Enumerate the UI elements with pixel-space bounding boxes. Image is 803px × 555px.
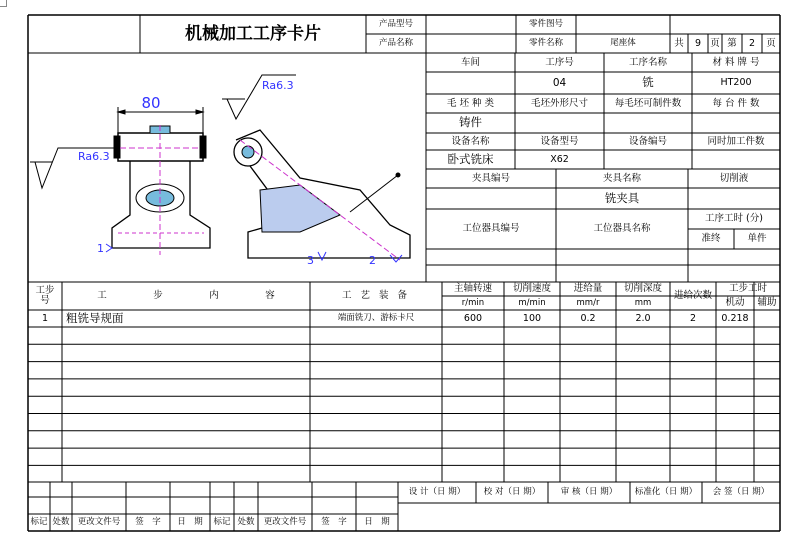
step-content-header-char: 容 [265,290,275,302]
cut-speed-header: 切削速度 [512,283,551,295]
step-no-header-text: 工步号 [35,285,55,306]
process-no-label: 工序号 [545,56,574,68]
page-unit-2: 页 [766,37,776,49]
step-row-feed: 0.2 [580,312,596,324]
total-pages: 9 [694,37,702,49]
step-row-depth: 2.0 [635,312,651,324]
station-no-label: 工位器具编号 [462,223,520,235]
fixture-name-label: 夹具名称 [602,172,641,184]
prep-time-label: 准终 [701,233,721,245]
cut-speed-unit: m/min [518,297,546,308]
unit-time-label: 单件 [747,233,767,245]
datum-2-label: 2 [369,254,376,267]
station-name-label: 工位器具名称 [593,223,651,235]
blank-size-label: 毛坯外形尺寸 [530,97,588,109]
blank-type-label: 毛 坯 种 类 [446,97,495,109]
step-no-header [28,282,62,310]
machine-time-header: 机动 [725,297,745,309]
step-content-header [62,282,310,310]
card-title: 机械加工工序卡片 [185,23,321,44]
proofread-label: 校 对（日 期） [483,487,541,498]
feed-unit: mm/r [576,297,600,308]
roughness-top-label: Ra6.3 [262,79,294,92]
review-label: 审 核（日 期） [560,487,618,498]
coolant-label: 切削液 [719,172,749,184]
step-row-content: 粗铣导规面 [66,310,124,325]
step-row-machine-time: 0.218 [721,312,749,324]
step-row-cut-speed: 100 [522,312,542,324]
fixture-name: 铣夹具 [604,190,640,205]
simultaneous-label: 同时加工件数 [707,135,765,147]
material-label: 材 料 牌 号 [712,56,760,68]
footer-date-label: 日 期 [177,517,203,528]
equip-model: X62 [550,153,569,165]
material: HT200 [720,77,752,89]
part-drawing-label: 零件图号 [528,19,563,30]
step-content-header-char: 步 [153,290,163,302]
blank-type: 铸件 [459,115,482,130]
step-row-speed: 600 [463,312,483,324]
countersign-label: 会 签（日 期） [712,487,770,498]
part-name-label: 零件名称 [528,38,563,49]
process-no: 04 [552,76,567,89]
step-content-header-char: 工 [97,290,107,302]
footer-count-label: 处数 [52,517,70,528]
total-label: 共 [674,37,684,49]
design-label: 设 计（日 期） [408,487,466,498]
depth-header: 切削深度 [623,283,662,295]
spindle-speed-unit: r/min [461,297,485,308]
footer-signature2-label: 签 字 [321,517,347,528]
aux-time-header: 辅助 [757,297,777,309]
depth-unit: mm [634,297,652,308]
footer-doc-label: 更改文件号 [77,517,121,528]
step-hours-header: 工步工时 [728,283,767,295]
per-unit-label: 每 台 件 数 [712,97,760,109]
standardization-label: 标准化（日 期） [634,487,698,498]
passes-header: 进给次数 [673,290,712,302]
equip-name-label: 设备名称 [451,135,490,147]
datum-3-label: 3 [307,254,314,267]
step-row-no: 1 [41,312,49,324]
blank-pieces-label: 每毛坯可制件数 [614,97,682,109]
page-number: 2 [748,37,756,49]
process-name-label: 工序名称 [628,56,667,68]
part-name: 尾座体 [610,38,636,49]
process-hours-label: 工序工时 (分) [705,213,763,225]
spindle-speed-header: 主轴转速 [453,283,492,295]
equipment-header: 工 艺 装 备 [341,290,411,302]
footer-date2-label: 日 期 [364,517,390,528]
footer-count2-label: 处数 [237,517,255,528]
workshop-label: 车间 [460,56,480,68]
footer-doc2-label: 更改文件号 [263,517,307,528]
fixture-no-label: 夹具编号 [471,172,510,184]
datum-1-label: 1 [97,242,104,255]
step-content-header-char: 内 [209,290,219,302]
equip-no-label: 设备编号 [628,135,667,147]
equip-model-label: 设备型号 [540,135,579,147]
product-model-label: 产品型号 [378,19,413,30]
process-name: 铣 [642,75,654,90]
dimension-80-label: 80 [141,94,161,112]
footer-signature-label: 签 字 [135,517,161,528]
step-row-equipment: 端面铣刀、游标卡尺 [337,313,415,324]
step-row-passes: 2 [689,312,697,324]
page-unit-1: 页 [710,37,720,49]
page-label: 第 [727,37,737,49]
equip-name: 卧式铣床 [447,151,494,166]
footer-mark2-label: 标记 [213,517,231,528]
product-name-label: 产品名称 [378,38,413,49]
roughness-left-label: Ra6.3 [78,150,110,163]
footer-mark-label: 标记 [30,517,48,528]
feed-header: 进给量 [573,283,603,295]
